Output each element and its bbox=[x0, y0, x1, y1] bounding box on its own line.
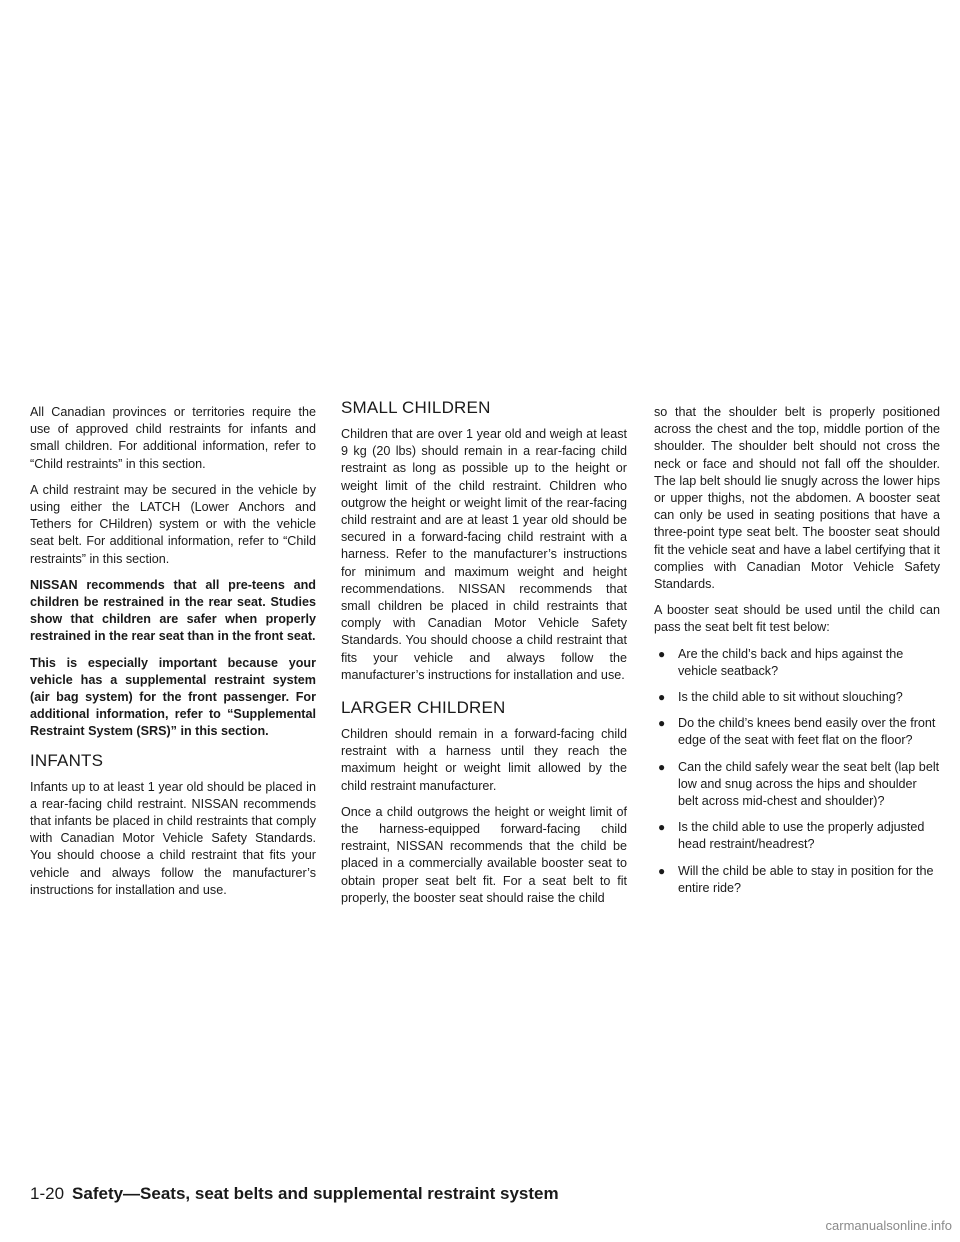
intro-paragraph: All Canadian provinces or territories require the use of approved child restraints for infants and small children. For additional information, refer to “Child restraints” in this section. bbox=[30, 405, 316, 471]
bullet-icon: ● bbox=[658, 820, 666, 835]
larger-children-paragraph-2: Once a child outgrows the height or weight limit of the harness-equipped forward-facing child restraint, NISSAN recommends that the child be placed in a commercially available booster seat to obtain proper seat belt fit. For a seat belt to fit properly, the booster seat should raise the child bbox=[341, 804, 627, 905]
bullet-icon: ● bbox=[658, 759, 666, 774]
latch-paragraph: A child restraint may be secured in the vehicle by using either the LATCH (Lower Anchors and Tethers for CHildren) system or with the vehicle seat belt. For additional information, refer to “Child restraints” in this section. bbox=[30, 482, 316, 566]
watermark: carmanualsonline.info bbox=[825, 1218, 952, 1233]
list-item: ● Is the child able to use the properly adjusted head restraint/headrest? bbox=[658, 820, 925, 852]
list-item: ● Can the child safely wear the seat belt (lap belt low and snug across the hips and shoulder belt across mid-chest and shoulder)? bbox=[658, 759, 940, 809]
bullet-icon: ● bbox=[658, 646, 666, 661]
rear-seat-recommendation: NISSAN recommends that all pre-teens and children be restrained in the rear seat. Studies show that children are safer when properly restrained in the rear seat than in the front seat. bbox=[30, 577, 316, 644]
heading-small-children: SMALL CHILDREN bbox=[341, 398, 491, 417]
heading-larger-children: LARGER CHILDREN bbox=[341, 698, 506, 718]
bullet-icon: ● bbox=[658, 863, 666, 878]
fit-test-list bbox=[654, 646, 940, 897]
page-footer bbox=[30, 1183, 910, 1205]
heading-infants: INFANTS bbox=[30, 750, 104, 770]
larger-children-paragraph-1: Children should remain in a forward-facing child restraint with a harness until they reach the maximum height or weight limit allowed by the child restraint manufacturer. bbox=[341, 727, 627, 793]
srs-warning-paragraph: This is especially important because your vehicle has a supplemental restraint system (air bag system) for the front passenger. For additional information, refer to “Supplemental Restraint System (SRS)” in this section. bbox=[30, 655, 316, 739]
bullet-icon: ● bbox=[658, 716, 666, 731]
section-title: Safety—Seats, seat belts and supplemental restraint system bbox=[72, 1184, 559, 1203]
bullet-icon: ● bbox=[658, 690, 666, 705]
fit-test-intro: A booster seat should be used until the child can pass the seat belt fit test below: bbox=[654, 603, 940, 635]
small-children-paragraph: Children that are over 1 year old and weigh at least 9 kg (20 lbs) should remain in a rear-facing child restraint as long as possible up to the height or weight limit of the child restraint. Children who outgrow the height or weight limit of the rear-facing child restraint and are at least 1 year old should be secured in a forward-facing child restraint with a harness. Refer to the manufacturer’s instructions for minimum and maximum weight and height recommendations. NISSAN recommends that small children be placed in child restraints that comply with Canadian Motor Vehicle Safety Standards. You should choose a child restraint that fits your vehicle and always follow the manufacturer’s instructions for installation and use. bbox=[341, 427, 627, 682]
list-item: ● Will the child be able to stay in position for the entire ride? bbox=[658, 863, 934, 895]
list-item: ● Is the child able to sit without slouching? bbox=[654, 689, 940, 706]
list-item: ● Are the child’s back and hips against the vehicle seatback? bbox=[658, 646, 904, 678]
column-right bbox=[654, 404, 940, 906]
column-middle bbox=[341, 398, 627, 916]
column-left bbox=[30, 404, 316, 908]
infants-paragraph: Infants up to at least 1 year old should be placed in a rear-facing child restraint. NISSAN recommends that infants be placed in child restraints that comply with Canadian Motor Vehicle Safety Standards. You should choose a child restraint that fits your vehicle and always follow the manufacturer’s instructions for installation and use. bbox=[30, 779, 316, 897]
booster-fit-paragraph: so that the shoulder belt is properly positioned across the chest and the top, middle portion of the shoulder. The shoulder belt should not cross the neck or face and should not fall off the shoulder. The lap belt should lie snugly across the lower hips or upper thighs, not the abdomen. A booster seat can only be used in seating positions that have a three-point type seat belt. The booster seat should fit the vehicle seat and have a label certifying that it complies with Canadian Motor Vehicle Safety Standards. bbox=[654, 405, 940, 592]
list-item: ● Do the child’s knees bend easily over the front edge of the seat with feet flat on the floor? bbox=[658, 716, 936, 748]
page-number: 1-20 bbox=[30, 1184, 65, 1203]
